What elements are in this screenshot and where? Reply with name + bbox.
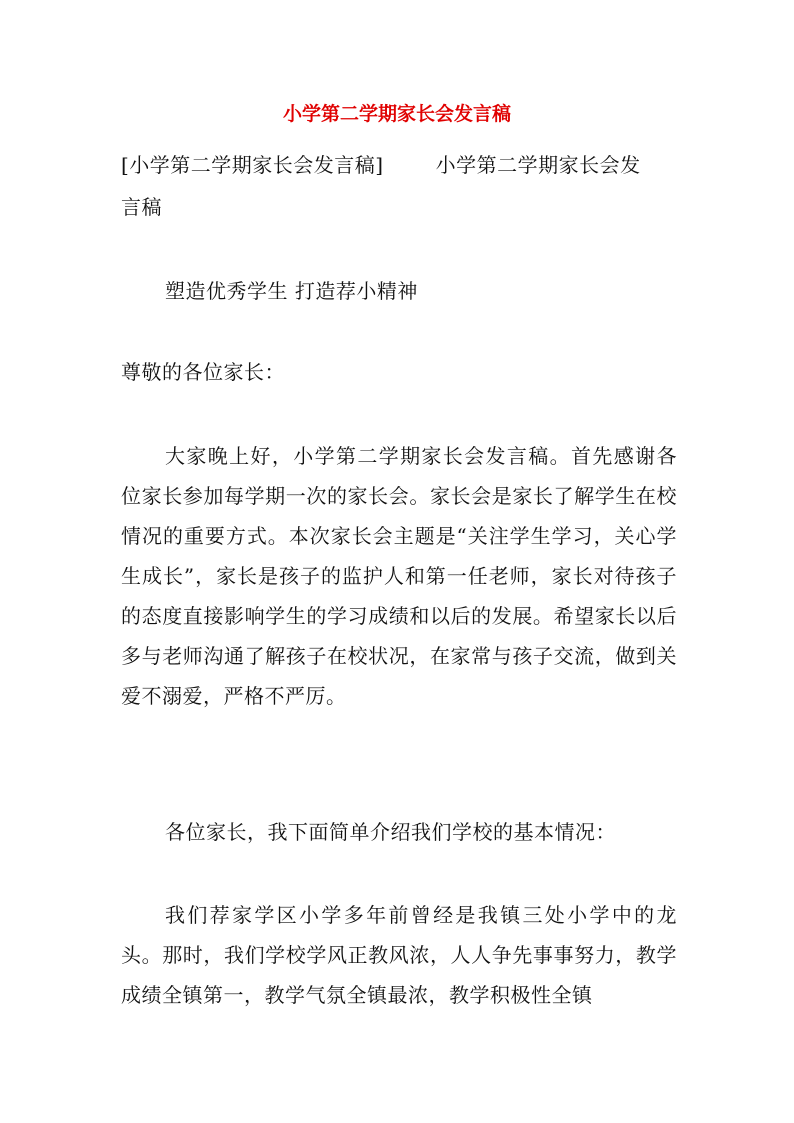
- document-title: 小学第二学期家长会发言稿: [282, 103, 511, 125]
- header-line-continuation: 言稿: [121, 195, 162, 219]
- paragraph-school-history: 我们荐家学区小学多年前曾经是我镇三处小学中的龙头。那时，我们学校学风正教风浓，人人争先事事努力，教学成绩全镇第一，教学气氛全镇最浓，教学积极性全镇: [121, 903, 677, 1007]
- paragraph-school-intro: 各位家长，我下面简单介绍我们学校的基本情况：: [165, 820, 616, 844]
- slogan: 塑造优秀学生 打造荐小精神: [165, 279, 418, 303]
- header-line: [121, 145, 677, 185]
- salutation: 尊敬的各位家长：: [121, 360, 285, 384]
- header-repeat-title: 小学第二学期家长会发: [435, 153, 641, 177]
- paragraph-intro: 大家晚上好，小学第二学期家长会发言稿。首先感谢各位家长参加每学期一次的家长会。家长会是家长了解学生在校情况的重要方式。本次家长会主题是“关注学生学习，关心学生成长”，家长是孩子的监护人和第一任老师，家长对待孩子的态度直接影响学生的学习成绩和以后的发展。希望家长以后多与老师沟通了解孩子在校状况，在家常与孩子交流，做到关爱不溺爱，严格不严厉。: [121, 444, 677, 708]
- header-bracket-title: [小学第二学期家长会发言稿]: [121, 153, 384, 177]
